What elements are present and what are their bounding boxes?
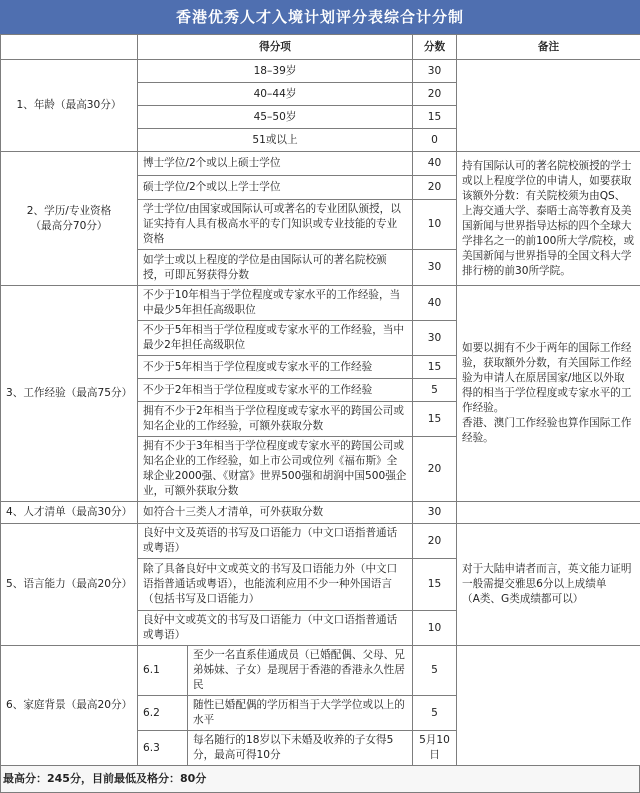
edu-item: 学士学位/由国家或国际认可或著名的专业团队颁授，以证实持有人具有极高水平的专门知识或专业技能的专业资格	[138, 200, 413, 250]
edu-item: 博士学位/2个或以上硕士学位	[138, 152, 413, 176]
work-item: 不少于5年相当于学位程度或专家水平的工作经验，当中最少2年担任高级职位	[138, 321, 413, 356]
work-score: 5	[413, 379, 457, 402]
lang-item: 良好中文及英语的书写及口语能力（中文口语指普通话或粤语）	[138, 524, 413, 559]
age-item: 51或以上	[138, 129, 413, 152]
lang-score: 15	[413, 559, 457, 611]
table-row	[1, 152, 640, 176]
footer-summary: 最高分：245分，目前最低及格分：80分	[0, 766, 640, 793]
edu-category: 2、学历/专业资格 （最高分70分）	[1, 152, 138, 286]
age-item: 45–50岁	[138, 106, 413, 129]
family-no: 6.1	[138, 646, 188, 696]
family-item: 随性已婚配偶的学历相当于大学学位或以上的水平	[188, 696, 413, 731]
family-category: 6、家庭背景（最高20分）	[1, 646, 138, 766]
edu-note: 持有国际认可的著名院校颁授的学士或以上程度学位的申请人，如要获取该额外分数：有关院校须为由QS、上海交通大学、泰晤士高等教育及美国新闻与世界指导达标的四个全球大学排名之一的前100所大学/院校，或美国新闻与世界指导的全国文科大学排行榜的前30所学院。	[457, 152, 640, 286]
age-score: 15	[413, 106, 457, 129]
work-item: 拥有不少于2年相当于学位程度或专家水平的跨国公司或知名企业的工作经验，可额外获取分数	[138, 402, 413, 437]
work-score: 15	[413, 402, 457, 437]
work-item: 拥有不少于3年相当于学位程度或专家水平的跨国公司或知名企业的工作经验，如上市公司或位列《福布斯》全球企业2000强、《财富》世界500强和胡润中国500强企业，可额外获取分数	[138, 437, 413, 502]
lang-item: 良好中文或英文的书写及口语能力（中文口语指普通话或粤语）	[138, 611, 413, 646]
age-category: 1、年龄（最高30分）	[1, 60, 138, 152]
edu-score: 10	[413, 200, 457, 250]
work-note: 如要以拥有不少于两年的国际工作经验，获取额外分数，有关国际工作经验为申请人在原居国家/地区以外取得的相当于学位程度或专家水平的工作经验。 香港、澳门工作经验也算作国际工作经验。	[457, 286, 640, 502]
score-table	[0, 34, 640, 766]
talent-item: 如符合十三类人才清单，可外获取分数	[138, 502, 413, 524]
table-row	[1, 502, 640, 524]
family-score: 5	[413, 646, 457, 696]
lang-item: 除了具备良好中文或英文的书写及口语能力外（中文口语指普通话或粤语），也能流利应用不少一种外国语言（包括书写及口语能力）	[138, 559, 413, 611]
table-row	[1, 286, 640, 321]
age-score: 30	[413, 60, 457, 83]
age-item: 18–39岁	[138, 60, 413, 83]
family-item: 每名随行的18岁以下未婚及收养的子女得5分，最高可得10分	[188, 731, 413, 766]
work-score: 40	[413, 286, 457, 321]
talent-category: 4、人才清单（最高30分）	[1, 502, 138, 524]
work-item: 不少于10年相当于学位程度或专家水平的工作经验，当中最少5年担任高级职位	[138, 286, 413, 321]
table-row	[1, 524, 640, 559]
lang-note: 对于大陆申请者而言，英文能力证明一般需提交雅思6分以上成绩单 （A类、G类成绩都可以）	[457, 524, 640, 646]
header-note: 备注	[457, 35, 640, 60]
edu-score: 40	[413, 152, 457, 176]
work-score: 20	[413, 437, 457, 502]
lang-category: 5、语言能力（最高20分）	[1, 524, 138, 646]
work-score: 15	[413, 356, 457, 379]
edu-item: 硕士学位/2个或以上学士学位	[138, 176, 413, 200]
edu-score: 30	[413, 250, 457, 286]
lang-score: 20	[413, 524, 457, 559]
header-item: 得分项	[138, 35, 413, 60]
age-score: 0	[413, 129, 457, 152]
table-row	[1, 646, 640, 696]
work-item: 不少于5年相当于学位程度或专家水平的工作经验	[138, 356, 413, 379]
edu-score: 20	[413, 176, 457, 200]
age-score: 20	[413, 83, 457, 106]
family-item: 至少一名直系佳通成员（已婚配偶、父母、兄弟姊妹、子女）是现居于香港的香港永久性居民	[188, 646, 413, 696]
talent-score: 30	[413, 502, 457, 524]
family-no: 6.3	[138, 731, 188, 766]
work-score: 30	[413, 321, 457, 356]
lang-score: 10	[413, 611, 457, 646]
age-item: 40–44岁	[138, 83, 413, 106]
table-header	[1, 35, 640, 60]
edu-item: 如学士或以上程度的学位是由国际认可的著名院校颁授，可即瓦努获得分数	[138, 250, 413, 286]
page-title: 香港优秀人才入境计划评分表综合计分制	[0, 0, 640, 34]
family-no: 6.2	[138, 696, 188, 731]
family-score: 5月10日	[413, 731, 457, 766]
family-score: 5	[413, 696, 457, 731]
header-score: 分数	[413, 35, 457, 60]
table-row	[1, 60, 640, 83]
work-category: 3、工作经验（最高75分）	[1, 286, 138, 502]
work-item: 不少于2年相当于学位程度或专家水平的工作经验	[138, 379, 413, 402]
